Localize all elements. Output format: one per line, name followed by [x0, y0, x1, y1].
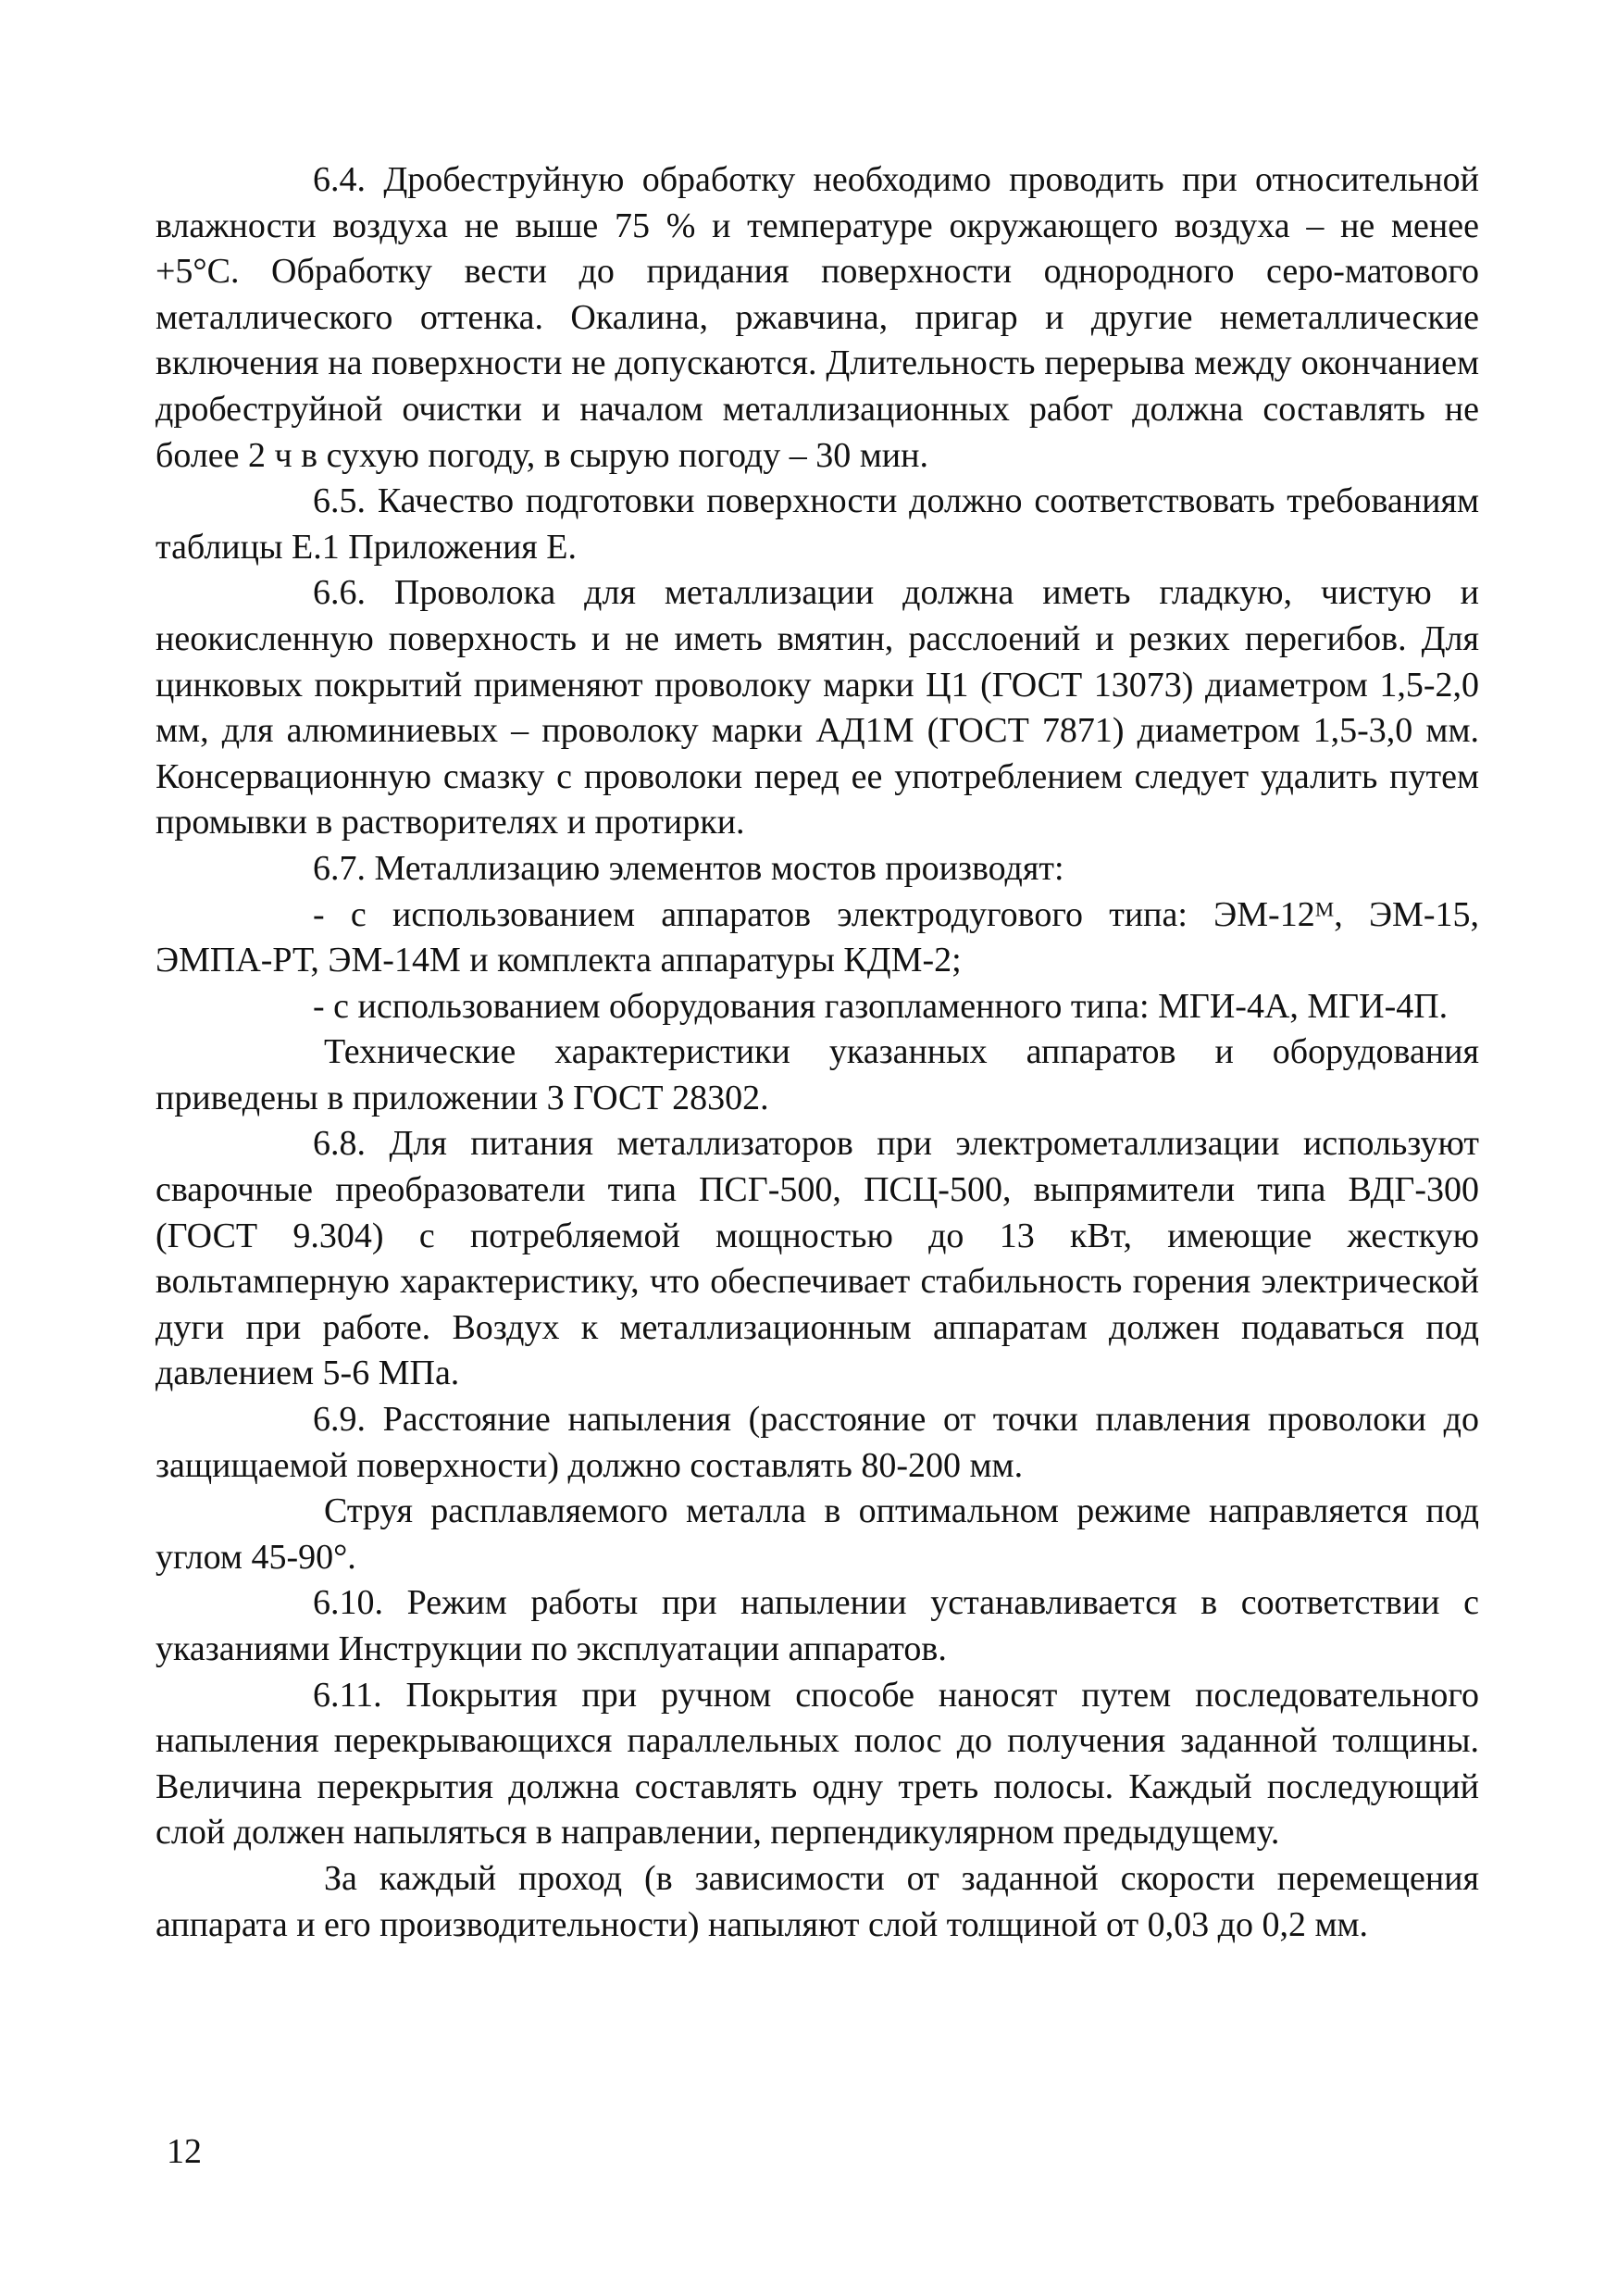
- paragraph-jet-angle: Струя расплавляемого металла в оптимальном режиме направляется под углом 45-90°.: [155, 1491, 1479, 1577]
- list-item-electric-arc: - с использованием аппаратов электродугового типа: ЭМ-12ᴹ, ЭМ-15, ЭМПА-РТ, ЭМ-14М и комплекта аппаратуры КДМ-2;: [155, 894, 1479, 980]
- paragraph-6-11: 6.11. Покрытия при ручном способе наносят путем последовательного напыления перекрывающихся параллельных полос до получения заданной толщины. Величина перекрытия должна составлять одну треть полосы. Каждый последующий слой должен напыляться в направлении, перпендикулярном предыдущему.: [155, 1675, 1479, 1853]
- page-number: 12: [167, 2132, 202, 2171]
- paragraph-6-5: 6.5. Качество подготовки поверхности должно соответствовать требованиям таблицы Е.1 Приложения Е.: [155, 481, 1479, 567]
- paragraph-6-6: 6.6. Проволока для металлизации должна иметь гладкую, чистую и неокисленную поверхность и не иметь вмятин, расслоений и резких перегибов. Для цинковых покрытий применяют проволоку марки Ц1 (ГОСТ 13073) диаметром 1,5-2,0 мм, для алюминиевых – проволоку марки АД1М (ГОСТ 7871) диаметром 1,5-3,0 мм. Консервационную смазку с проволоки перед ее употреблением следует удалить путем промывки в растворителях и протирки.: [155, 573, 1479, 842]
- paragraph-6-8: 6.8. Для питания металлизаторов при электрометаллизации используют сварочные преобразователи типа ПСГ-500, ПСЦ-500, выпрямители типа ВДГ-300 (ГОСТ 9.304) с потребляемой мощностью до 13 кВт, имеющие жесткую вольтамперную характеристику, что обеспечивает стабильность горения электрической дуги при работе. Воздух к металлизационным аппаратам должен подаваться под давлением 5-6 МПа.: [155, 1124, 1479, 1393]
- paragraph-6-10: 6.10. Режим работы при напылении устанавливается в соответствии с указаниями Инструкции по эксплуатации аппаратов.: [155, 1583, 1479, 1668]
- paragraph-6-9: 6.9. Расстояние напыления (расстояние от точки плавления проволоки до защищаемой поверхности) должно составлять 80-200 мм.: [155, 1400, 1479, 1485]
- paragraph-tech-specs: Технические характеристики указанных аппаратов и оборудования приведены в приложении 3 ГОСТ 28302.: [155, 1032, 1479, 1117]
- paragraph-6-7: 6.7. Металлизацию элементов мостов производят:: [313, 848, 1064, 888]
- paragraph-6-4: 6.4. Дробеструйную обработку необходимо проводить при относительной влажности воздуха не выше 75 % и температуре окружающего воздуха – не менее +5°С. Обработку вести до придания поверхности однородного серо-матового металлического оттенка. Окалина, ржавчина, пригар и другие неметаллические включения на поверхности не допускаются. Длительность перерыва между окончанием дробеструйной очистки и началом металлизационных работ должна составлять не более 2 ч в сухую погоду, в сырую погоду – 30 мин.: [155, 160, 1479, 475]
- paragraph-pass-thickness: За каждый проход (в зависимости от заданной скорости перемещения аппарата и его производительности) напыляют слой толщиной от 0,03 до 0,2 мм.: [155, 1858, 1479, 1944]
- list-item-gas-flame: - с использованием оборудования газопламенного типа: МГИ-4А, МГИ-4П.: [313, 986, 1449, 1026]
- body-text: [155, 157, 1479, 1948]
